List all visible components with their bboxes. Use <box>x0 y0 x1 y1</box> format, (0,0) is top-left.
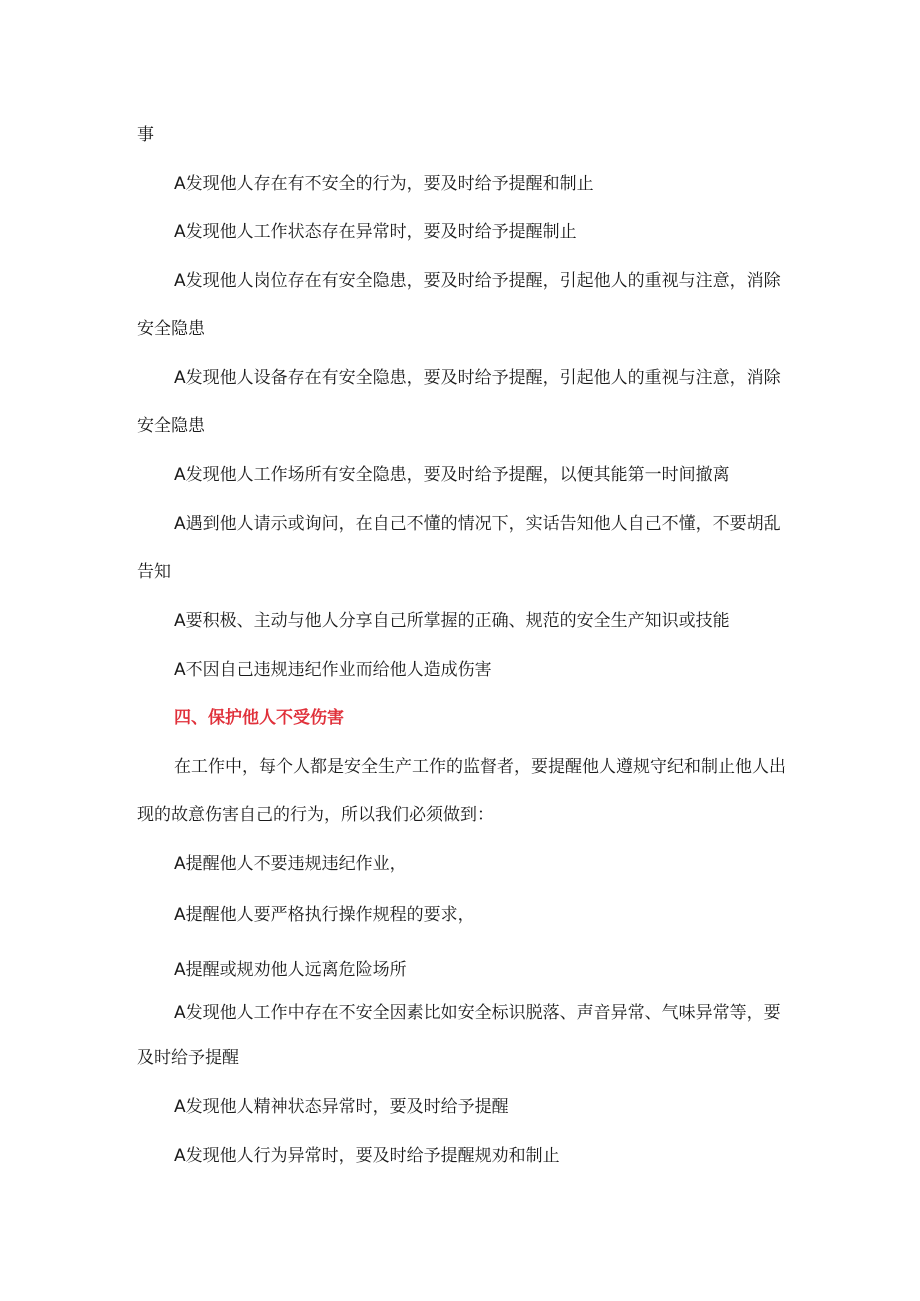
paragraph-continuation: 安全隐患 <box>137 319 205 339</box>
bullet-item: A要积极、主动与他人分享自己所掌握的正确、规范的安全生产知识或技能 <box>174 611 730 631</box>
bullet-item: A发现他人精神状态异常时，要及时给予提醒 <box>174 1097 509 1117</box>
paragraph-continuation: 安全隐患 <box>137 416 205 436</box>
bullet-item: A提醒他人不要违规违纪作业， <box>174 854 407 874</box>
bullet-item: A提醒他人要严格执行操作规程的要求， <box>174 905 475 925</box>
bullet-item: A发现他人存在有不安全的行为，要及时给予提醒和制止 <box>174 174 594 194</box>
paragraph-continuation: 及时给予提醒 <box>137 1048 239 1068</box>
bullet-item: A发现他人工作中存在不安全因素比如安全标识脱落、声音异常、气味异常等，要 <box>174 1003 781 1023</box>
paragraph: 在工作中，每个人都是安全生产工作的监督者，要提醒他人遵规守纪和制止他人出 <box>174 757 786 777</box>
section-heading: 四、保护他人不受伤害 <box>174 708 344 728</box>
bullet-item: A发现他人工作场所有安全隐患，要及时给予提醒，以便其能第一时间撤离 <box>174 465 730 485</box>
bullet-item: A不因自己违规违纪作业而给他人造成伤害 <box>174 660 492 680</box>
bullet-item: A发现他人工作状态存在异常时，要及时给予提醒制止 <box>174 222 577 242</box>
paragraph-continuation: 事 <box>137 125 154 145</box>
bullet-item: A发现他人岗位存在有安全隐患，要及时给予提醒，引起他人的重视与注意，消除 <box>174 271 781 291</box>
paragraph-continuation: 现的故意伤害自己的行为，所以我们必须做到： <box>137 805 494 825</box>
bullet-item: A遇到他人请示或询问，在自己不懂的情况下，实话告知他人自己不懂，不要胡乱 <box>174 514 781 534</box>
bullet-item: A提醒或规劝他人远离危险场所 <box>174 960 407 980</box>
bullet-item: A发现他人设备存在有安全隐患，要及时给予提醒，引起他人的重视与注意，消除 <box>174 368 781 388</box>
paragraph-continuation: 告知 <box>137 562 171 582</box>
bullet-item: A发现他人行为异常时，要及时给予提醒规劝和制止 <box>174 1146 560 1166</box>
